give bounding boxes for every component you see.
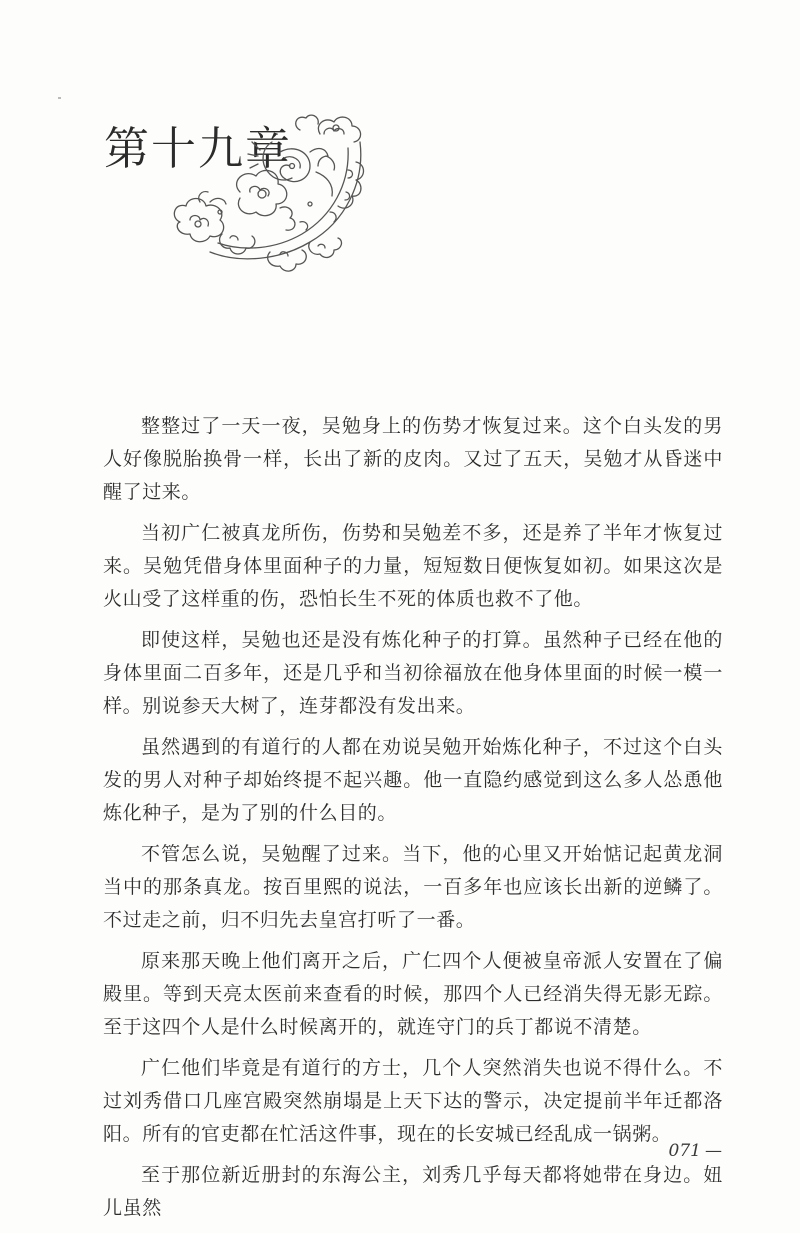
paragraph: 广仁他们毕竟是有道行的方士，几个人突然消失也说不得什么。不过刘秀借口几座宫殿突然崩塌是上天下达的警示，决定提前半年迁都洛阳。所有的官吏都在忙活这件事，现在的长安城已经乱成一锅粥。 [103, 1057, 723, 1145]
paragraph: 整整过了一天一夜，吴勉身上的伤势才恢复过来。这个白头发的男人好像脱胎换骨一样，长出了新的皮肉。又过了五天，吴勉才从昏迷中醒了过来。 [103, 415, 723, 503]
body-text [103, 410, 723, 1233]
scan-speck [58, 97, 61, 99]
page-number-dash: — [705, 1141, 722, 1161]
cloud-dragon-ornament-icon [160, 112, 370, 277]
paragraph: 至于那位新近册封的东海公主，刘秀几乎每天都将她带在身边。妞儿虽然 [103, 1164, 723, 1219]
paragraph: 虽然遇到的有道行的人都在劝说吴勉开始炼化种子，不过这个白头发的男人对种子却始终提不起兴趣。他一直隐约感觉到这么多人怂恿他炼化种子，是为了别的什么目的。 [103, 736, 723, 824]
page-number [669, 1141, 722, 1161]
chapter-title: 第十九章 [104, 122, 293, 175]
paragraph: 即使这样，吴勉也还是没有炼化种子的打算。虽然种子已经在他的身体里面二百多年，还是几乎和当初徐福放在他身体里面的时候一模一样。别说参天大树了，连芽都没有发出来。 [103, 629, 723, 717]
paragraph: 不管怎么说，吴勉醒了过来。当下，他的心里又开始惦记起黄龙洞当中的那条真龙。按百里熙的说法，一百多年也应该长出新的逆鳞了。不过走之前，归不归先去皇宫打听了一番。 [103, 843, 723, 931]
paragraph: 当初广仁被真龙所伤，伤势和吴勉差不多，还是养了半年才恢复过来。吴勉凭借身体里面种子的力量，短短数日便恢复如初。如果这次是火山受了这样重的伤，恐怕长生不死的体质也救不了他。 [103, 522, 723, 610]
page-number-value: 071 [668, 1141, 701, 1161]
paragraph: 原来那天晚上他们离开之后，广仁四个人便被皇帝派人安置在了偏殿里。等到天亮太医前来查看的时候，那四个人已经消失得无影无踪。至于这四个人是什么时候离开的，就连守门的兵丁都说不清楚。 [103, 950, 723, 1038]
